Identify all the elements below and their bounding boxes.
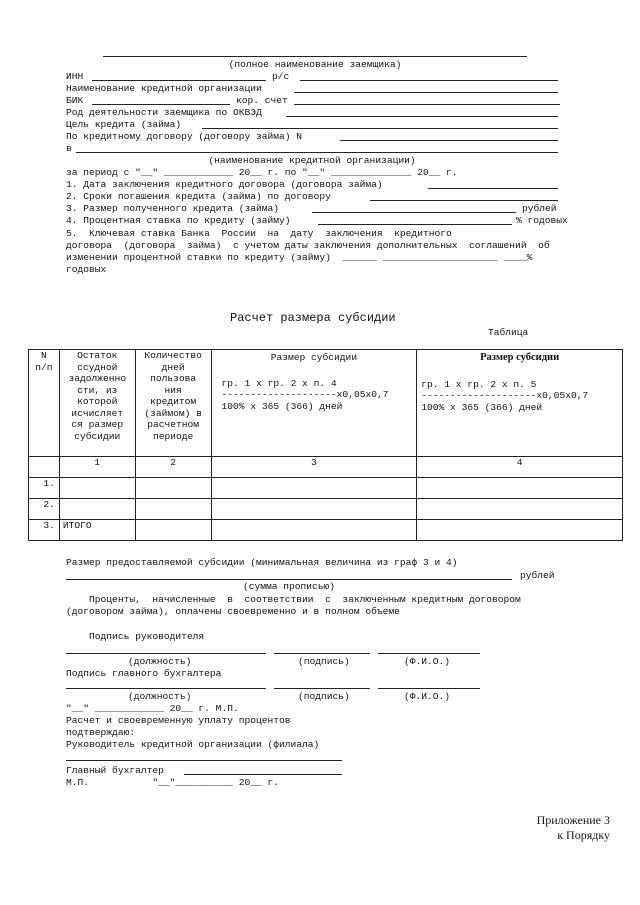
row-cell[interactable]: [135, 520, 211, 541]
row-cell[interactable]: [417, 478, 623, 499]
appendix-line-1: Приложение 3: [536, 813, 610, 827]
subsidy-amount-field[interactable]: [66, 579, 512, 580]
org-name-label: Наименование кредитной организации: [66, 83, 262, 94]
org-name-field[interactable]: [294, 92, 558, 93]
num-cell-1: 1: [59, 457, 135, 478]
item-1-field[interactable]: [428, 188, 558, 189]
sum-words-caption: (сумма прописью): [242, 581, 336, 592]
col-subsidy-a-title: Размер субсидии: [270, 352, 358, 363]
table-row-total: [29, 520, 623, 541]
col-subsidy-b-formula: гр. 1 x гр. 2 x п. 5 --------------------x0,05x0,7 100% x 365 (366) дней: [421, 378, 589, 413]
item-5-line-4: годовых: [66, 264, 107, 275]
bik-field[interactable]: [92, 104, 230, 105]
chief-position-caption: (должность): [128, 691, 192, 702]
period-line: за период с "__" ____________ 20__ г. по "__" ______________ 20__ г.: [66, 167, 458, 178]
bank-field[interactable]: [76, 152, 558, 153]
row-cell[interactable]: [211, 478, 417, 499]
item-4: 4. Процентная ставка по кредиту (займу): [66, 215, 291, 226]
item-4-unit: % годовых: [516, 215, 568, 226]
chief-accountant-field[interactable]: [184, 774, 342, 775]
bik-label: БИК: [66, 95, 84, 106]
chief-signature-field[interactable]: [274, 688, 370, 689]
kor-field[interactable]: [294, 104, 560, 105]
item-5-line-2: договора (договора займа) с учетом даты заключения дополнительных соглашений об: [66, 240, 550, 251]
chief-signature-label: Подпись главного бухгалтера: [66, 668, 222, 679]
item-4-field[interactable]: [318, 224, 512, 225]
head-fio-field[interactable]: [378, 653, 480, 654]
head-signature-field[interactable]: [274, 653, 370, 654]
row-cell[interactable]: [211, 520, 417, 541]
col-subsidy-a-header: [211, 350, 417, 457]
paid-line-1: Проценты, начисленные в соответствии с заключенным кредитным договором: [66, 594, 521, 605]
rs-field[interactable]: [300, 80, 558, 81]
head-fio-caption: (Ф.И.О.): [404, 656, 451, 667]
num-cell-3: 3: [211, 457, 417, 478]
head-position-caption: (должность): [128, 656, 192, 667]
mp-date-line: М.П. "__"__________ 20__ г.: [66, 777, 280, 788]
row-index: 3.: [29, 520, 60, 541]
purpose-label: Цель кредита (займа): [66, 119, 182, 130]
in-label: в: [66, 143, 72, 154]
row-cell[interactable]: [211, 499, 417, 520]
item-3: 3. Размер полученного кредита (займа): [66, 203, 280, 214]
row-cell[interactable]: [59, 499, 135, 520]
kor-label: кор. счет: [236, 95, 288, 106]
table-row: [29, 499, 623, 520]
item-3-unit: рублей: [522, 203, 557, 214]
row-index: 2.: [29, 499, 60, 520]
chief-accountant-label: Главный бухгалтер: [66, 765, 164, 776]
num-cell-empty: [29, 457, 60, 478]
head-signature-label: Подпись руководителя: [66, 631, 205, 642]
col-subsidy-b-header: [417, 350, 623, 457]
okved-label: Род деятельности заемщика по ОКВЭД: [66, 107, 262, 118]
total-label: ИТОГО: [59, 520, 135, 541]
row-cell[interactable]: [59, 478, 135, 499]
chief-signature-caption: (подпись): [298, 691, 350, 702]
col-subsidy-b-title: Размер субсидии: [480, 352, 560, 363]
confirm-line-1: Расчет и своевременную уплату процентов: [66, 715, 291, 726]
contract-label: По кредитному договору (договору займа) N: [66, 131, 303, 142]
date-stamp-line: "__" ____________ 20__ г. М.П.: [66, 703, 239, 714]
col-balance-header: Остаток ссудной задолженно сти, из которой исчисляет ся размер субсидии: [59, 350, 135, 457]
col-subsidy-a-formula: гр. 1 x гр. 2 x п. 4 --------------------x0,05x0,7 100% x 365 (366) дней: [221, 377, 389, 412]
appendix-line-2: к Порядку: [557, 828, 610, 842]
table-header-row: [29, 350, 623, 457]
chief-fio-caption: (Ф.И.О.): [404, 691, 451, 702]
rs-label: р/с: [272, 71, 290, 82]
col-days-header: Количество дней пользова ния кредитом (займом) в расчетном периоде: [135, 350, 211, 457]
okved-field[interactable]: [286, 116, 558, 117]
bank-head-field[interactable]: [66, 760, 342, 761]
borrower-name-line: [103, 56, 527, 57]
row-cell[interactable]: [135, 499, 211, 520]
subsidy-size-line: Размер предоставляемой субсидии (минимальная величина из граф 3 и 4): [66, 557, 458, 568]
item-5-line-1: 5. Ключевая ставка Банка России на дату заключения кредитного: [66, 228, 452, 239]
item-2: 2. Сроки погашения кредита (займа) по договору: [66, 191, 331, 202]
calc-title: Расчет размера субсидии: [230, 311, 396, 325]
col-num-header: N п/п: [29, 350, 60, 457]
table-number-row: [29, 457, 623, 478]
chief-fio-field[interactable]: [378, 688, 480, 689]
row-cell[interactable]: [135, 478, 211, 499]
head-position-field[interactable]: [66, 653, 266, 654]
row-index: 1.: [29, 478, 60, 499]
row-cell[interactable]: [417, 499, 623, 520]
bank-caption: (наименование кредитной организации): [208, 155, 416, 166]
item-1: 1. Дата заключения кредитного договора (договора займа): [66, 179, 383, 190]
rub-label: рублей: [520, 570, 555, 581]
subsidy-table: [28, 349, 623, 541]
table-label: Таблица: [488, 327, 529, 338]
num-cell-4: 4: [417, 457, 623, 478]
head-signature-caption: (подпись): [298, 656, 350, 667]
item-2-field[interactable]: [370, 200, 558, 201]
table-row: [29, 478, 623, 499]
chief-position-field[interactable]: [66, 688, 266, 689]
inn-field[interactable]: [92, 80, 266, 81]
inn-label: ИНН: [66, 71, 84, 82]
num-cell-2: 2: [135, 457, 211, 478]
borrower-caption: (полное наименование заемщика): [228, 59, 402, 70]
confirm-line-2: подтверждаю:: [66, 727, 136, 738]
confirm-line-3: Руководитель кредитной организации (филиала): [66, 739, 320, 750]
item-5-line-3: изменении процентной ставки по кредиту (займу) ______ ____________________ ____%: [66, 252, 533, 263]
item-3-field[interactable]: [312, 212, 516, 213]
contract-field[interactable]: [340, 140, 558, 141]
row-cell[interactable]: [417, 520, 623, 541]
purpose-field[interactable]: [202, 128, 558, 129]
paid-line-2: (договором займа), оплачены своевременно и в полном объеме: [66, 606, 400, 617]
